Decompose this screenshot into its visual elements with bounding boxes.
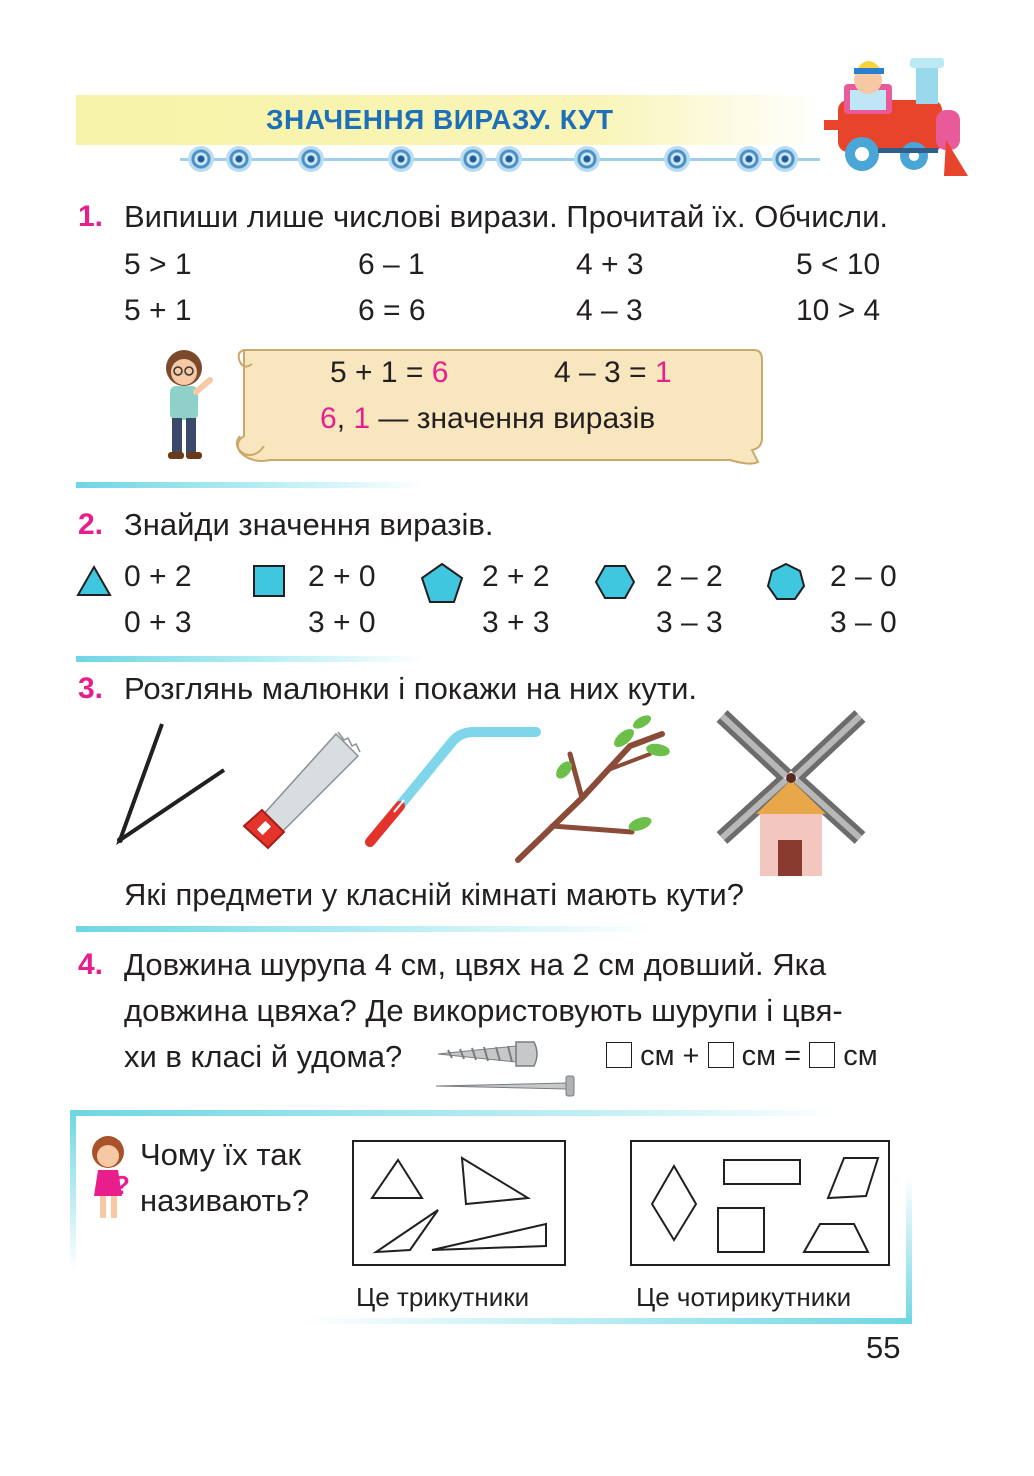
expression: 4 – 3: [576, 294, 643, 327]
expression: 3 + 3: [482, 606, 550, 639]
windmill-icon: [716, 710, 866, 880]
answer-equation: [606, 1040, 878, 1073]
wheel-icon: [460, 146, 486, 172]
page-title: ЗНАЧЕННЯ ВИРАЗУ. КУТ: [266, 104, 614, 135]
expression: 6 = 6: [358, 294, 426, 327]
pentagon-icon: [420, 562, 464, 604]
wheel-icon: [772, 146, 798, 172]
wheel-icon: [664, 146, 690, 172]
bonus-question-line-2: називають?: [140, 1183, 310, 1218]
task-4-line-1: Довжина шурупа 4 см, цвях на 2 см довший. Яка: [124, 947, 827, 982]
expression: 2 – 2: [656, 560, 723, 593]
unit-label: см: [843, 1040, 878, 1072]
square-icon: [252, 564, 286, 598]
wheel-icon: [496, 146, 522, 172]
locomotive-icon: [818, 44, 974, 180]
bonus-box-right-border: [906, 1176, 912, 1324]
expression: 3 – 0: [830, 606, 897, 639]
expression: 2 – 0: [830, 560, 897, 593]
expression: 3 + 0: [308, 606, 376, 639]
task-4-number: 4.: [78, 948, 104, 981]
equation-value: 6: [431, 356, 449, 389]
hexagon-icon: [594, 564, 636, 600]
bonus-box-bottom-border: [300, 1318, 912, 1324]
answer-box[interactable]: [708, 1042, 734, 1068]
section-divider: [76, 656, 426, 662]
expression: 5 < 10: [796, 248, 881, 281]
task-2-number: 2.: [78, 508, 104, 541]
wheel-icon: [736, 146, 762, 172]
value-a: 6: [320, 402, 337, 435]
wheel-icon: [226, 146, 252, 172]
heptagon-icon: [766, 562, 806, 602]
girl-icon: [84, 1134, 134, 1226]
task-4-line-2: довжина цвяха? Де використовують шурупи і цвя-: [124, 993, 843, 1028]
comma: ,: [336, 402, 354, 435]
page-number: 55: [866, 1330, 901, 1365]
task-3-question: Які предмети у класній кімнаті мають кути?: [124, 877, 744, 912]
angle-icon: [110, 720, 234, 848]
screw-icon: [434, 1038, 544, 1070]
triangles-drawing: [354, 1142, 564, 1264]
section-divider: [76, 926, 656, 932]
equation-value: 1: [654, 356, 672, 389]
expression: 4 + 3: [576, 248, 644, 281]
bonus-box-left-border: [70, 1110, 76, 1270]
expression: 2 + 2: [482, 560, 550, 593]
expression: 10 > 4: [796, 294, 881, 327]
wheel-icon: [188, 146, 214, 172]
caption-text: — значення виразів: [370, 402, 656, 435]
branch-icon: [512, 714, 672, 864]
task-1-number: 1.: [78, 200, 104, 233]
wheel-icon: [574, 146, 600, 172]
task-3-number: 3.: [78, 672, 104, 705]
wheel-icon: [298, 146, 324, 172]
section-divider: [76, 482, 426, 488]
bonus-question-line-1: Чому їх так: [140, 1137, 302, 1172]
triangles-frame: [352, 1140, 566, 1266]
task-3-text: Розглянь малюнки і покажи на них кути.: [124, 671, 698, 706]
value-b: 1: [353, 402, 371, 435]
answer-box[interactable]: [809, 1042, 835, 1068]
boy-icon: [156, 346, 216, 462]
unit-label: см =: [741, 1040, 802, 1072]
expression: 0 + 2: [124, 560, 192, 593]
expression: 0 + 3: [124, 606, 192, 639]
task-4-line-3: хи в класі й удома?: [124, 1039, 403, 1074]
expression: 5 + 1: [124, 294, 192, 327]
expression: 5 > 1: [124, 248, 192, 281]
caption-triangles: Це трикутники: [356, 1282, 530, 1312]
nail-icon: [434, 1074, 580, 1098]
saw-icon: [240, 730, 362, 852]
svg-text:?: ?: [114, 1170, 130, 1200]
quadrilaterals-drawing: [632, 1142, 888, 1264]
quadrilaterals-frame: [630, 1140, 890, 1266]
wheel-icon: [388, 146, 414, 172]
expression: 3 – 3: [656, 606, 723, 639]
answer-box[interactable]: [606, 1042, 632, 1068]
equation-left: 5 + 1 =: [330, 356, 432, 389]
triangle-icon: [76, 564, 112, 598]
scroll-equation-2: [554, 356, 672, 390]
expression: 6 – 1: [358, 248, 425, 281]
equation-left: 4 – 3 =: [554, 356, 655, 389]
scroll-caption: [320, 402, 655, 436]
unit-label: см +: [640, 1040, 700, 1072]
bonus-box-top-border: [70, 1110, 840, 1116]
expression: 2 + 0: [308, 560, 376, 593]
scroll-equation-1: [330, 356, 448, 390]
caption-quadrilaterals: Це чотирикутники: [636, 1282, 852, 1312]
task-2-text: Знайди значення виразів.: [124, 507, 494, 542]
task-1-text: Випиши лише числові вирази. Прочитай їх. Обчисли.: [124, 199, 889, 234]
